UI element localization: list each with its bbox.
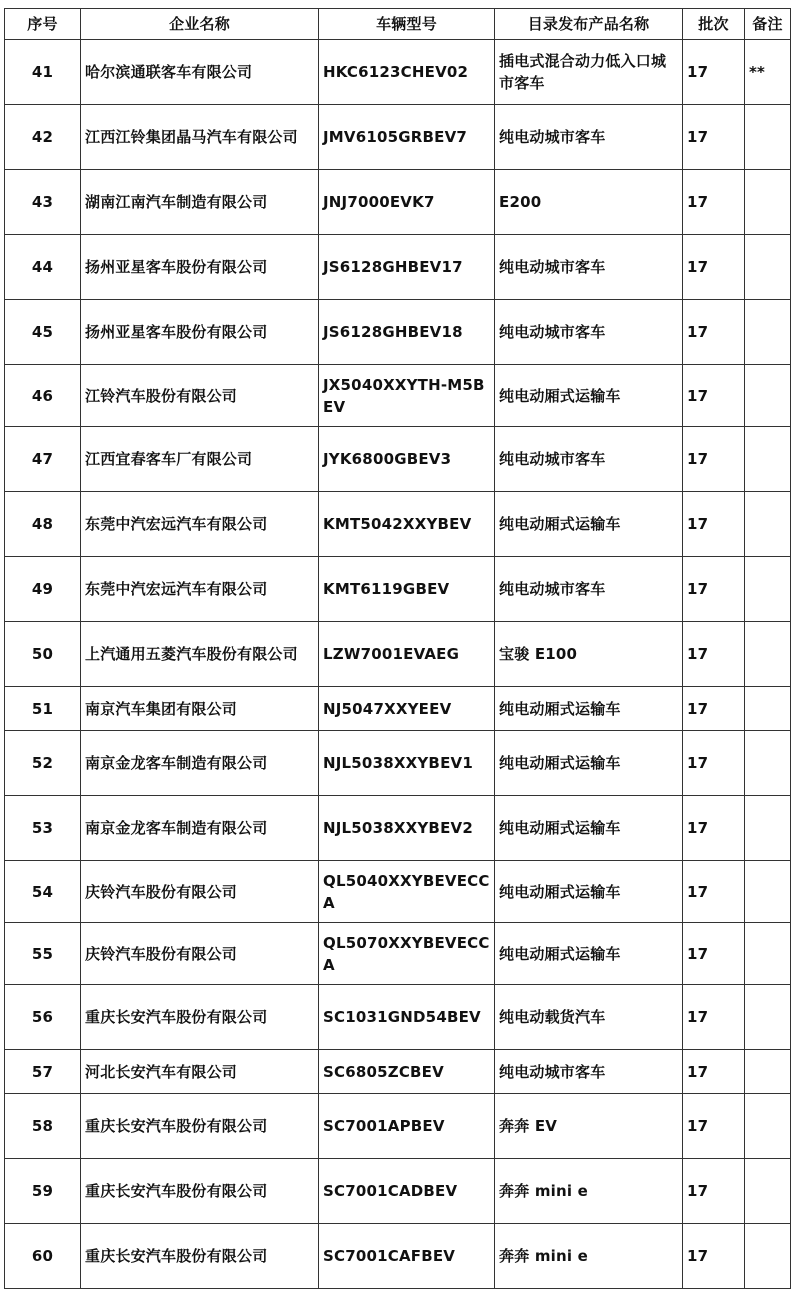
cell-note xyxy=(745,170,791,235)
cell-company: 江西江铃集团晶马汽车有限公司 xyxy=(81,105,319,170)
cell-model: JS6128GHBEV17 xyxy=(319,235,495,300)
cell-note xyxy=(745,300,791,365)
cell-product: 纯电动城市客车 xyxy=(495,1050,683,1094)
cell-no: 56 xyxy=(5,985,81,1050)
cell-no: 41 xyxy=(5,40,81,105)
header-model: 车辆型号 xyxy=(319,9,495,40)
cell-company: 扬州亚星客车股份有限公司 xyxy=(81,235,319,300)
cell-company: 扬州亚星客车股份有限公司 xyxy=(81,300,319,365)
table-row xyxy=(5,687,791,731)
cell-note xyxy=(745,105,791,170)
cell-note xyxy=(745,235,791,300)
table-row xyxy=(5,492,791,557)
cell-product: 纯电动城市客车 xyxy=(495,557,683,622)
cell-company: 南京金龙客车制造有限公司 xyxy=(81,731,319,796)
cell-no: 48 xyxy=(5,492,81,557)
cell-product: 纯电动城市客车 xyxy=(495,300,683,365)
cell-batch: 17 xyxy=(683,985,745,1050)
cell-note xyxy=(745,492,791,557)
cell-product: 纯电动载货汽车 xyxy=(495,985,683,1050)
cell-batch: 17 xyxy=(683,796,745,861)
cell-company: 湖南江南汽车制造有限公司 xyxy=(81,170,319,235)
cell-model: JNJ7000EVK7 xyxy=(319,170,495,235)
cell-batch: 17 xyxy=(683,622,745,687)
table-header-row xyxy=(5,9,791,40)
cell-note xyxy=(745,1050,791,1094)
cell-company: 江西宜春客车厂有限公司 xyxy=(81,427,319,492)
cell-note xyxy=(745,1159,791,1224)
cell-batch: 17 xyxy=(683,492,745,557)
cell-no: 45 xyxy=(5,300,81,365)
cell-product: 纯电动城市客车 xyxy=(495,235,683,300)
cell-company: 南京汽车集团有限公司 xyxy=(81,687,319,731)
header-note: 备注 xyxy=(745,9,791,40)
cell-model: JMV6105GRBEV7 xyxy=(319,105,495,170)
table-row xyxy=(5,731,791,796)
cell-model: HKC6123CHEV02 xyxy=(319,40,495,105)
table-row xyxy=(5,1159,791,1224)
cell-batch: 17 xyxy=(683,300,745,365)
cell-model: SC6805ZCBEV xyxy=(319,1050,495,1094)
vehicle-catalog-table xyxy=(4,8,791,1289)
cell-model: KMT5042XXYBEV xyxy=(319,492,495,557)
cell-note xyxy=(745,731,791,796)
header-no: 序号 xyxy=(5,9,81,40)
cell-company: 重庆长安汽车股份有限公司 xyxy=(81,985,319,1050)
cell-no: 44 xyxy=(5,235,81,300)
cell-product: 纯电动厢式运输车 xyxy=(495,492,683,557)
cell-note xyxy=(745,923,791,985)
cell-company: 重庆长安汽车股份有限公司 xyxy=(81,1094,319,1159)
cell-no: 53 xyxy=(5,796,81,861)
cell-note xyxy=(745,427,791,492)
cell-note xyxy=(745,557,791,622)
cell-product: 纯电动厢式运输车 xyxy=(495,365,683,427)
cell-model: LZW7001EVAEG xyxy=(319,622,495,687)
cell-model: NJL5038XXYBEV1 xyxy=(319,731,495,796)
cell-no: 43 xyxy=(5,170,81,235)
cell-batch: 17 xyxy=(683,923,745,985)
cell-company: 河北长安汽车有限公司 xyxy=(81,1050,319,1094)
cell-company: 重庆长安汽车股份有限公司 xyxy=(81,1224,319,1289)
table-row xyxy=(5,40,791,105)
cell-company: 重庆长安汽车股份有限公司 xyxy=(81,1159,319,1224)
cell-no: 59 xyxy=(5,1159,81,1224)
cell-model: JX5040XXYTH-M5BEV xyxy=(319,365,495,427)
cell-no: 60 xyxy=(5,1224,81,1289)
cell-product: 纯电动厢式运输车 xyxy=(495,687,683,731)
cell-note xyxy=(745,861,791,923)
cell-batch: 17 xyxy=(683,105,745,170)
table-row xyxy=(5,557,791,622)
cell-company: 东莞中汽宏远汽车有限公司 xyxy=(81,492,319,557)
table-row xyxy=(5,1224,791,1289)
cell-batch: 17 xyxy=(683,235,745,300)
cell-product: 奔奔 mini e xyxy=(495,1159,683,1224)
cell-product: 奔奔 EV xyxy=(495,1094,683,1159)
cell-no: 51 xyxy=(5,687,81,731)
cell-note xyxy=(745,687,791,731)
cell-company: 庆铃汽车股份有限公司 xyxy=(81,923,319,985)
cell-batch: 17 xyxy=(683,170,745,235)
cell-model: JYK6800GBEV3 xyxy=(319,427,495,492)
cell-batch: 17 xyxy=(683,427,745,492)
cell-batch: 17 xyxy=(683,1050,745,1094)
cell-batch: 17 xyxy=(683,557,745,622)
cell-note xyxy=(745,1224,791,1289)
cell-no: 57 xyxy=(5,1050,81,1094)
cell-batch: 17 xyxy=(683,687,745,731)
cell-note xyxy=(745,985,791,1050)
cell-model: SC1031GND54BEV xyxy=(319,985,495,1050)
cell-note xyxy=(745,365,791,427)
cell-company: 上汽通用五菱汽车股份有限公司 xyxy=(81,622,319,687)
cell-model: NJL5038XXYBEV2 xyxy=(319,796,495,861)
cell-model: NJ5047XXYEEV xyxy=(319,687,495,731)
cell-no: 52 xyxy=(5,731,81,796)
cell-product: 纯电动厢式运输车 xyxy=(495,796,683,861)
cell-no: 46 xyxy=(5,365,81,427)
header-batch: 批次 xyxy=(683,9,745,40)
cell-batch: 17 xyxy=(683,1094,745,1159)
cell-no: 49 xyxy=(5,557,81,622)
cell-product: 纯电动城市客车 xyxy=(495,427,683,492)
cell-note: ** xyxy=(745,40,791,105)
cell-product: E200 xyxy=(495,170,683,235)
cell-batch: 17 xyxy=(683,731,745,796)
table-row xyxy=(5,1050,791,1094)
cell-company: 庆铃汽车股份有限公司 xyxy=(81,861,319,923)
cell-model: JS6128GHBEV18 xyxy=(319,300,495,365)
table-row xyxy=(5,861,791,923)
table-row xyxy=(5,923,791,985)
table-row xyxy=(5,300,791,365)
cell-no: 58 xyxy=(5,1094,81,1159)
cell-batch: 17 xyxy=(683,1159,745,1224)
cell-no: 55 xyxy=(5,923,81,985)
cell-company: 南京金龙客车制造有限公司 xyxy=(81,796,319,861)
cell-model: QL5040XXYBEVECCA xyxy=(319,861,495,923)
header-company: 企业名称 xyxy=(81,9,319,40)
cell-note xyxy=(745,1094,791,1159)
cell-product: 插电式混合动力低入口城市客车 xyxy=(495,40,683,105)
table-row xyxy=(5,365,791,427)
cell-no: 50 xyxy=(5,622,81,687)
cell-company: 哈尔滨通联客车有限公司 xyxy=(81,40,319,105)
cell-company: 江铃汽车股份有限公司 xyxy=(81,365,319,427)
cell-product: 纯电动厢式运输车 xyxy=(495,861,683,923)
cell-product: 宝骏 E100 xyxy=(495,622,683,687)
cell-company: 东莞中汽宏远汽车有限公司 xyxy=(81,557,319,622)
cell-note xyxy=(745,622,791,687)
cell-no: 42 xyxy=(5,105,81,170)
cell-no: 47 xyxy=(5,427,81,492)
cell-model: SC7001APBEV xyxy=(319,1094,495,1159)
cell-product: 纯电动厢式运输车 xyxy=(495,923,683,985)
cell-no: 54 xyxy=(5,861,81,923)
cell-batch: 17 xyxy=(683,40,745,105)
table-row xyxy=(5,985,791,1050)
table-row xyxy=(5,1094,791,1159)
header-product: 目录发布产品名称 xyxy=(495,9,683,40)
cell-batch: 17 xyxy=(683,365,745,427)
cell-note xyxy=(745,796,791,861)
table-row xyxy=(5,235,791,300)
table-row xyxy=(5,622,791,687)
table-row xyxy=(5,105,791,170)
cell-model: QL5070XXYBEVECCA xyxy=(319,923,495,985)
cell-product: 纯电动城市客车 xyxy=(495,105,683,170)
cell-model: SC7001CAFBEV xyxy=(319,1224,495,1289)
cell-product: 奔奔 mini e xyxy=(495,1224,683,1289)
table-row xyxy=(5,427,791,492)
cell-batch: 17 xyxy=(683,861,745,923)
cell-model: SC7001CADBEV xyxy=(319,1159,495,1224)
cell-product: 纯电动厢式运输车 xyxy=(495,731,683,796)
table-row xyxy=(5,170,791,235)
cell-batch: 17 xyxy=(683,1224,745,1289)
cell-model: KMT6119GBEV xyxy=(319,557,495,622)
table-row xyxy=(5,796,791,861)
